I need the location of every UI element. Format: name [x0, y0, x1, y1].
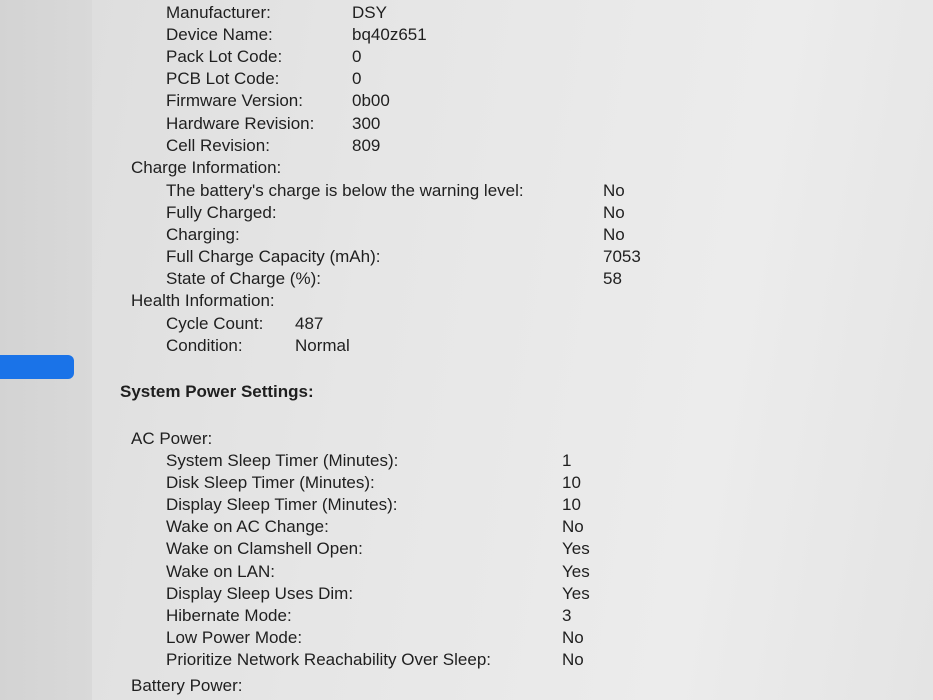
- hardware-revision-label: Hardware Revision:: [166, 114, 315, 133]
- charge-warning-value: No: [603, 181, 625, 200]
- disk-sleep-timer-value: 10: [562, 473, 581, 492]
- device-name-label: Device Name:: [166, 25, 273, 44]
- system-power-settings-title: System Power Settings:: [120, 382, 314, 401]
- firmware-version-value: 0b00: [352, 91, 390, 110]
- manufacturer-label: Manufacturer:: [166, 3, 271, 22]
- display-sleep-uses-dim-label: Display Sleep Uses Dim:: [166, 584, 354, 603]
- battery-power-heading: Battery Power:: [131, 676, 243, 695]
- sidebar: [0, 0, 92, 700]
- fully-charged-value: No: [603, 203, 625, 222]
- hibernate-mode-value: 3: [562, 606, 572, 625]
- pcb-lot-code-label: PCB Lot Code:: [166, 69, 280, 88]
- cycle-count-value: 487: [295, 314, 324, 333]
- cell-revision-label: Cell Revision:: [166, 136, 270, 155]
- charge-information-heading: Charge Information:: [131, 158, 282, 177]
- cell-revision-value: 809: [352, 136, 381, 155]
- disk-sleep-timer-label: Disk Sleep Timer (Minutes):: [166, 473, 375, 492]
- charging-value: No: [603, 225, 625, 244]
- wake-on-lan-label: Wake on LAN:: [166, 562, 275, 581]
- display-sleep-timer-label: Display Sleep Timer (Minutes):: [166, 495, 398, 514]
- cycle-count-label: Cycle Count:: [166, 314, 264, 333]
- pack-lot-code-label: Pack Lot Code:: [166, 47, 283, 66]
- sidebar-selected-item[interactable]: [0, 355, 74, 379]
- device-name-value: bq40z651: [352, 25, 427, 44]
- low-power-mode-label: Low Power Mode:: [166, 628, 303, 647]
- state-of-charge-value: 58: [603, 269, 622, 288]
- state-of-charge-label: State of Charge (%):: [166, 269, 321, 288]
- system-sleep-timer-label: System Sleep Timer (Minutes):: [166, 451, 399, 470]
- prioritize-network-reachability-value: No: [562, 650, 584, 669]
- pack-lot-code-value: 0: [352, 47, 362, 66]
- condition-value: Normal: [295, 336, 350, 355]
- hibernate-mode-label: Hibernate Mode:: [166, 606, 292, 625]
- charging-label: Charging:: [166, 225, 240, 244]
- full-charge-capacity-value: 7053: [603, 247, 641, 266]
- wake-on-ac-change-label: Wake on AC Change:: [166, 517, 329, 536]
- prioritize-network-reachability-label: Prioritize Network Reachability Over Sleep:: [166, 650, 492, 669]
- wake-on-clamshell-open-label: Wake on Clamshell Open:: [166, 539, 363, 558]
- health-information-heading: Health Information:: [131, 291, 275, 310]
- wake-on-lan-value: Yes: [562, 562, 590, 581]
- ac-power-heading: AC Power:: [131, 429, 213, 448]
- condition-label: Condition:: [166, 336, 243, 355]
- hardware-revision-value: 300: [352, 114, 381, 133]
- fully-charged-label: Fully Charged:: [166, 203, 277, 222]
- full-charge-capacity-label: Full Charge Capacity (mAh):: [166, 247, 381, 266]
- display-sleep-timer-value: 10: [562, 495, 581, 514]
- display-sleep-uses-dim-value: Yes: [562, 584, 590, 603]
- wake-on-ac-change-value: No: [562, 517, 584, 536]
- firmware-version-label: Firmware Version:: [166, 91, 303, 110]
- charge-warning-label: The battery's charge is below the warning level:: [166, 181, 524, 200]
- system-sleep-timer-value: 1: [562, 451, 572, 470]
- wake-on-clamshell-open-value: Yes: [562, 539, 590, 558]
- low-power-mode-value: No: [562, 628, 584, 647]
- manufacturer-value: DSY: [352, 3, 387, 22]
- pcb-lot-code-value: 0: [352, 69, 362, 88]
- detail-pane: [92, 0, 933, 700]
